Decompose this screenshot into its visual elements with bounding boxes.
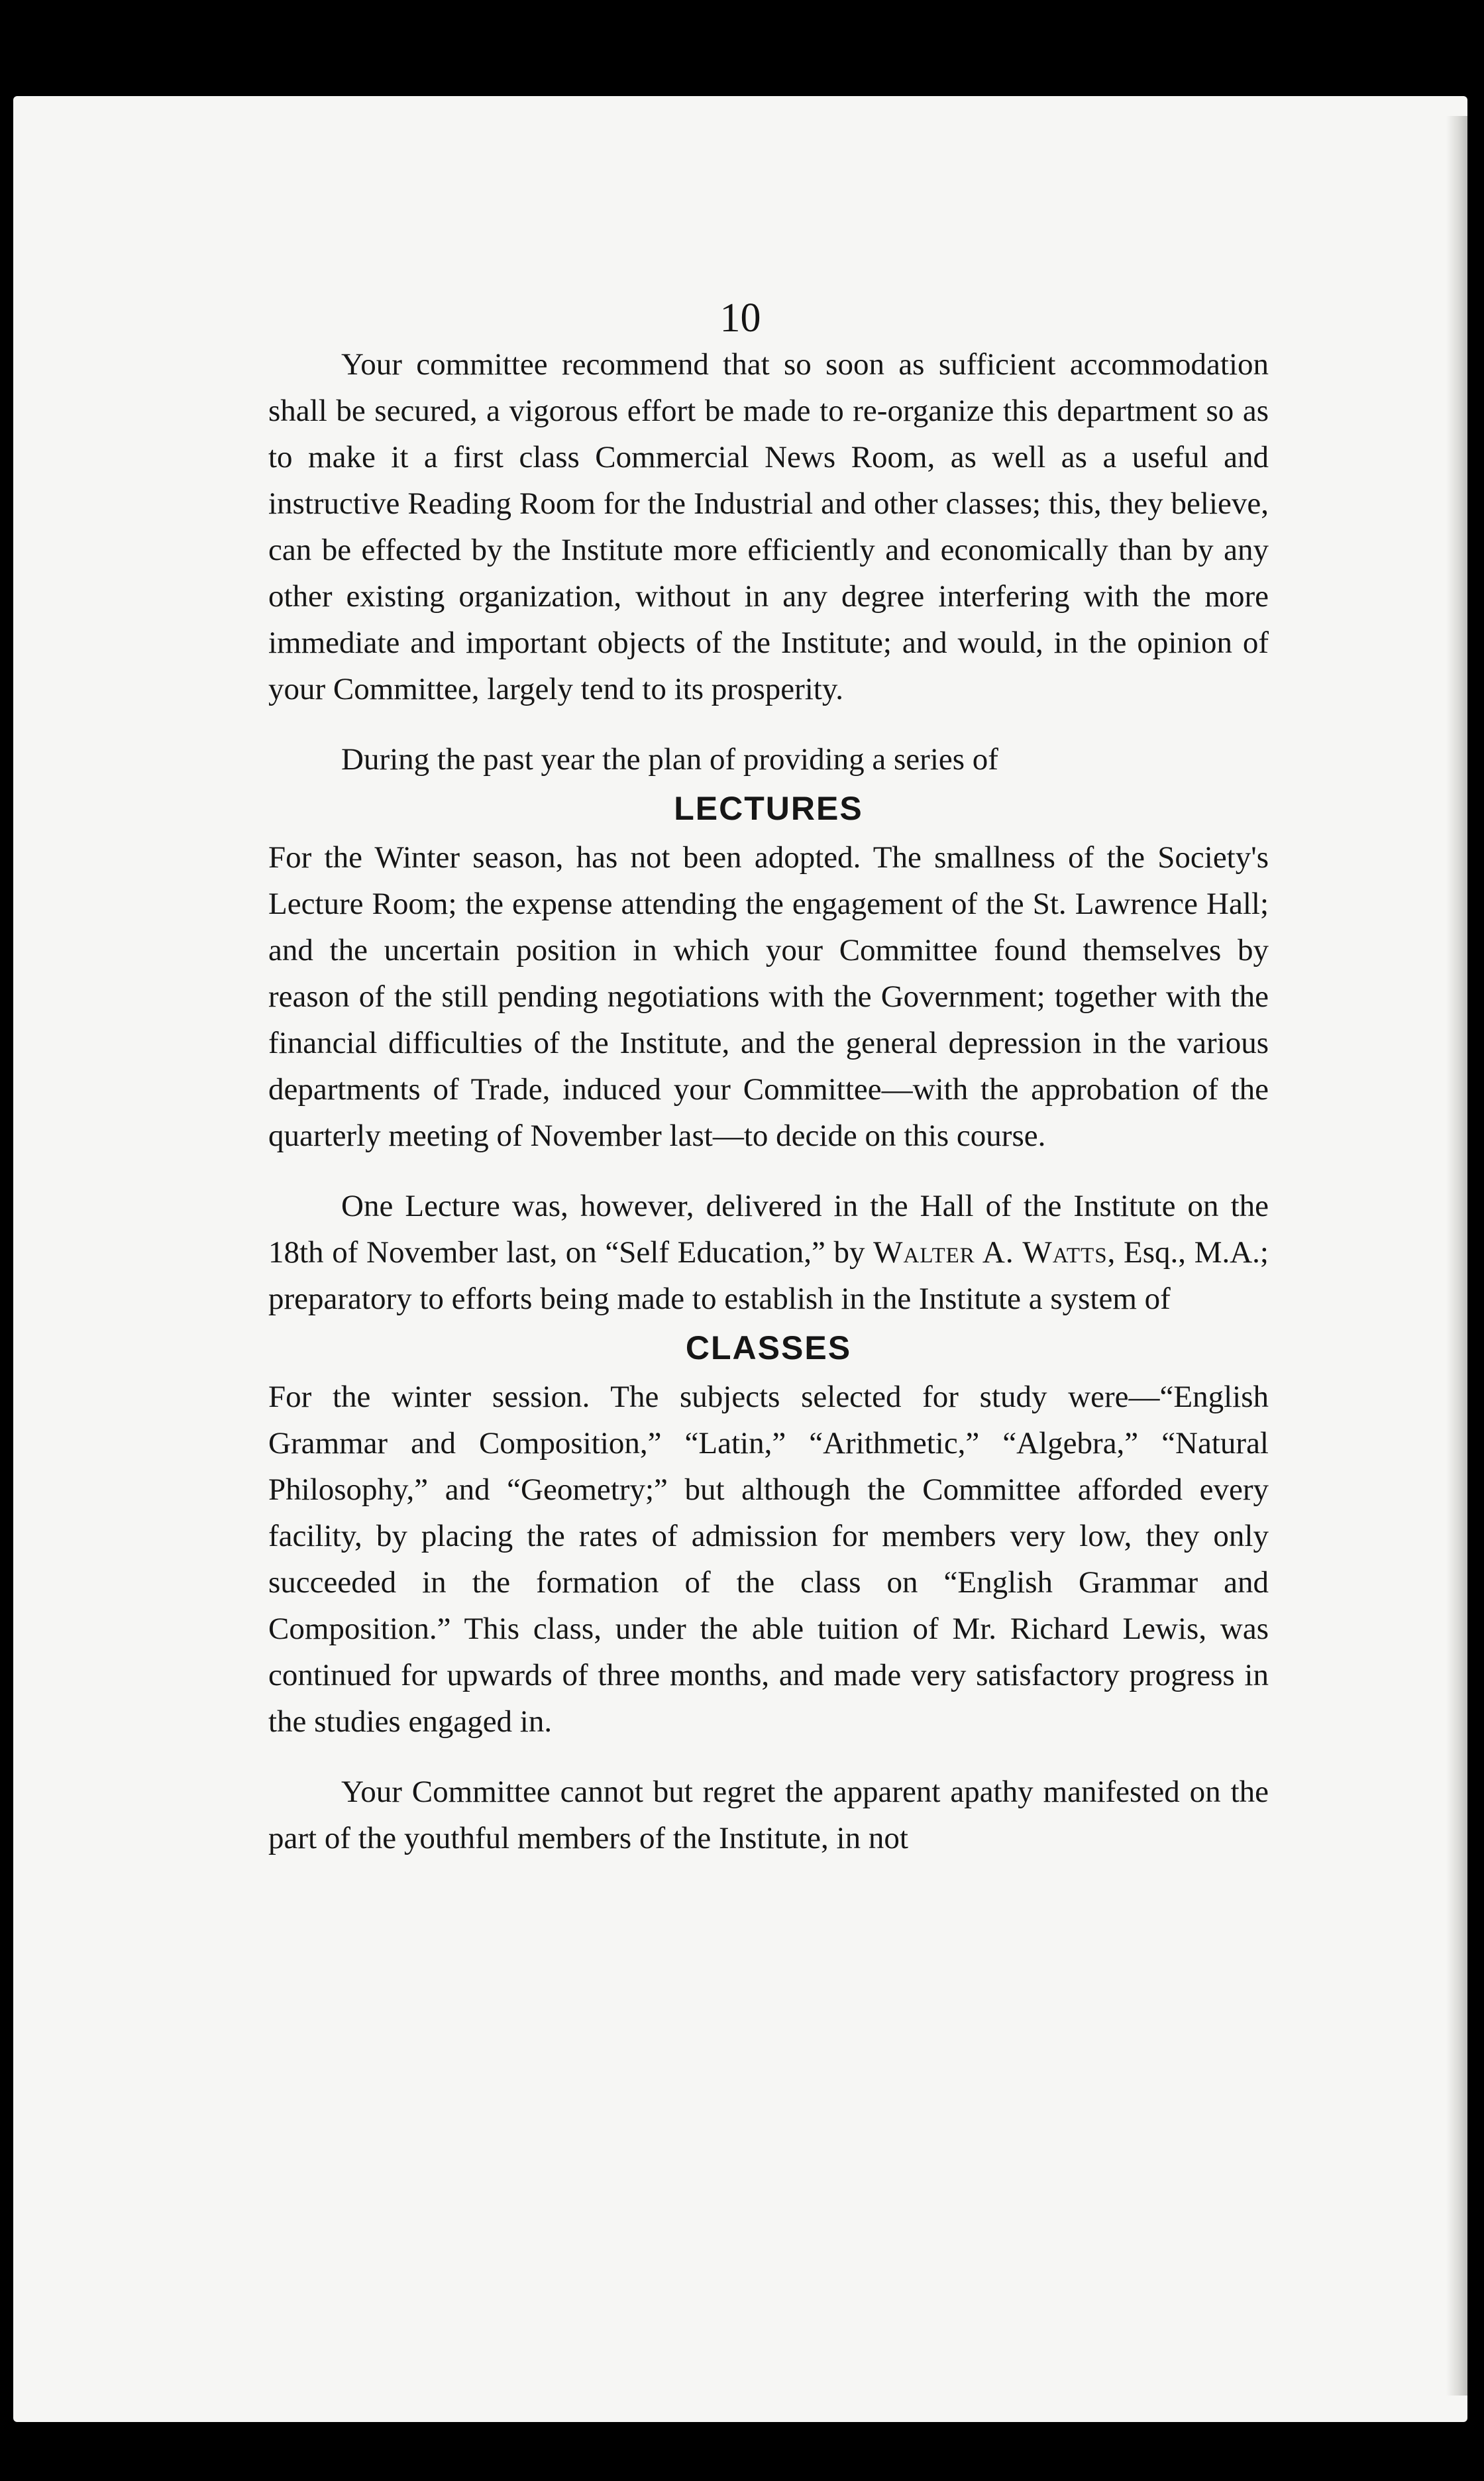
heading-lectures: LECTURES xyxy=(674,790,863,827)
paragraph-apathy: Your Committee cannot but regret the apparent apathy manifested on the part of the youthful members of the Institute, in not xyxy=(268,1775,1269,1855)
paragraph-reading-room: Your committee recommend that so soon as sufficient accommodation shall be secured, a vigorous effort be made to re-organize this department so as to make it a first class Commercial News Room, as well as a useful and instructive Reading Room for the Industrial and other classes; this, they believe, can be effected by the Institute more efficiently and economically than by any other existing organization, without in any degree interfering with the more immediate and important objects of the Institute; and would, in the opinion of your Committee, largely tend to its prosperity. xyxy=(268,347,1269,706)
paragraph-winter-season: For the Winter season, has not been adopted. The smallness of the Society's Lecture Room; the expense attending the engagement of the St. Lawrence Hall; and the uncertain position in which your Committee found themselves by reason of the still pending negotiations with the Government; together with the financial difficulties of the Institute, and the general depression in the various departments of Trade, induced your Committee—with the approbation of the quarterly meeting of November last—to decide on this course. xyxy=(268,840,1269,1153)
lecture-text-before: One Lecture was, however, delivered in the Hall of the Institute on the 18th of November last, on “Self Education,” by xyxy=(268,1189,1269,1270)
body-text xyxy=(268,341,1269,1861)
page-edge-shadow xyxy=(1446,116,1467,2396)
paragraph-lectures-intro: During the past year the plan of providing a series of xyxy=(341,742,998,777)
paragraph-one-lecture xyxy=(268,1183,1269,1322)
page-number: 10 xyxy=(719,296,761,341)
heading-classes: CLASSES xyxy=(685,1329,852,1366)
paragraph-winter-session: For the winter session. The subjects selected for study were—“English Grammar and Composition,” “Latin,” “Arithmetic,” “Algebra,” “Natural Philosophy,” and “Geometry;” but although the Committee afforded every facility, by placing the rates of admission for members very low, they only succeeded in the formation of the class on “English Grammar and Composition.” This class, under the able tuition of Mr. Richard Lewis, was continued for upwards of three months, and made very satisfactory progress in the studies engaged in. xyxy=(268,1380,1269,1739)
document-page xyxy=(13,96,1467,2422)
lecture-text-after: , Esq., M.A.; preparatory to efforts being made to establish in the Institute a system of xyxy=(268,1235,1269,1316)
lecturer-name: Walter A. Watts xyxy=(873,1235,1108,1270)
